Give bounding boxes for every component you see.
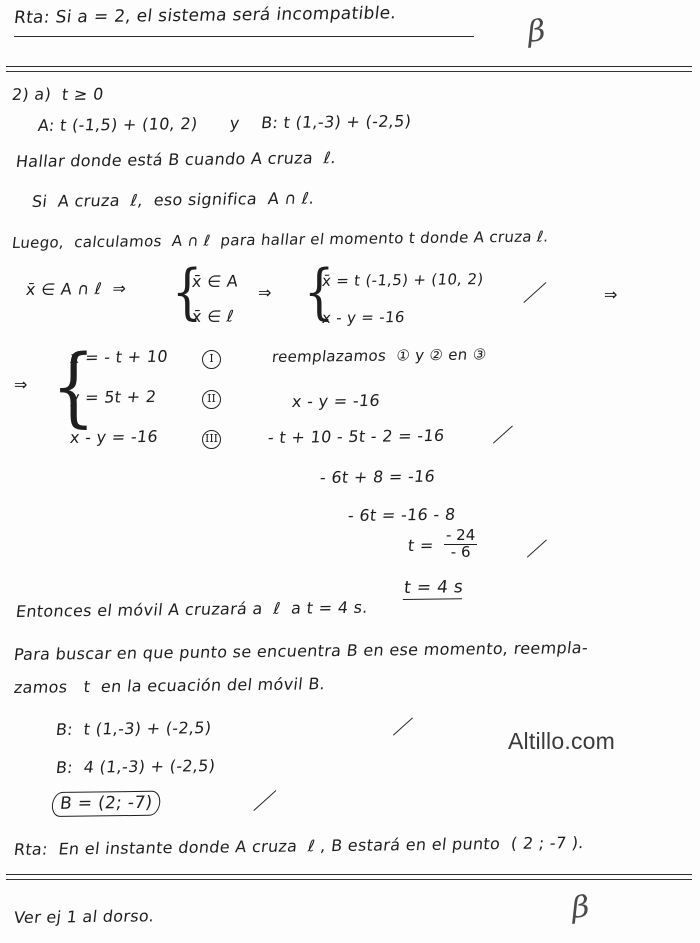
b-equation-2: B: 4 (1,-3) + (-2,5)	[54, 756, 217, 777]
separator-rule-1	[6, 66, 692, 67]
answer-bottom-text: Rta: En el instante donde A cruza ℓ , B estará en el punto ( 2 ; -7 ).	[12, 833, 585, 859]
brace1-line-2: x̄ ∈ ℓ	[190, 306, 235, 326]
system-eq-2: y = 5t + 2	[68, 386, 158, 407]
system-eq-2-number: II	[202, 390, 221, 409]
fraction-numerator: - 24	[446, 526, 476, 544]
pen-slash-3	[527, 539, 547, 557]
underline-answer-top	[14, 36, 474, 37]
signature-top-mark: β	[525, 13, 548, 50]
implies-right: ⇒	[604, 285, 618, 304]
implies-left-2: ⇒	[14, 375, 28, 394]
system-eq-1: x = - t + 10	[68, 346, 169, 367]
pen-slash-5	[253, 790, 276, 811]
pen-slash-4	[393, 717, 413, 735]
pen-slash-1	[523, 282, 546, 303]
system-eq-3: x - y = -16	[68, 426, 160, 447]
watermark-altillo: Altillo.com	[508, 728, 616, 754]
brace-1: {	[171, 257, 203, 327]
item-condition: t ≥ 0	[60, 84, 105, 104]
b-result-boxed: B = (2; -7)	[51, 791, 162, 817]
work-step-1: x - y = -16	[290, 390, 382, 411]
para-buscar-line-2: zamos t en la ecuación del móvil B.	[12, 674, 327, 697]
answer-top-text: Rta: Si a = 2, el sistema será incompatible.	[12, 3, 398, 28]
result-t-value: t = 4 s	[403, 577, 465, 598]
brace-2: {	[303, 257, 335, 327]
brace2-line-1: x̄ = t (-1,5) + (10, 2)	[321, 270, 485, 290]
footer-note: Ver ej 1 al dorso.	[12, 906, 156, 927]
work-step-2: - t + 10 - 5t - 2 = -16	[266, 425, 446, 447]
brace1-line-1: x̄ ∈ A	[190, 271, 240, 291]
b-equation-1: B: t (1,-3) + (-2,5)	[54, 718, 213, 739]
implies-middle: ⇒	[258, 283, 272, 302]
separator-rule-3	[6, 874, 692, 875]
work-step-4: - 6t = -16 - 8	[346, 504, 457, 525]
item-number: 2) a)	[10, 84, 53, 104]
question-line: Hallar donde está B cuando A cruza ℓ.	[14, 148, 338, 171]
if-crosses-line: Si A cruza ℓ, eso significa A ∩ ℓ.	[30, 188, 316, 211]
luego-line: Luego, calculamos A ∩ ℓ para hallar el momento t donde A cruza ℓ.	[11, 227, 550, 252]
pen-slash-2	[493, 425, 513, 443]
replacement-title: reemplazamos ① y ② en ③	[271, 345, 488, 366]
separator-rule-4	[6, 879, 692, 880]
signature-bottom-mark: β	[569, 889, 592, 926]
system-eq-3-number: III	[202, 430, 221, 449]
fraction-denominator: - 6	[450, 542, 471, 561]
trajectory-equations: A: t (-1,5) + (10, 2) y B: t (1,-3) + (-2,5)	[36, 111, 413, 135]
system-eq-1-number: I	[202, 350, 221, 369]
work-step-5-label: t =	[406, 535, 435, 555]
brace2-line-2: x - y = -16	[321, 307, 406, 327]
separator-rule-2	[6, 71, 692, 72]
entonces-line: Entonces el móvil A cruzará a ℓ a t = 4 s.	[14, 597, 369, 621]
para-buscar-line-1: Para buscar en que punto se encuentra B en ese momento, reempla-	[12, 637, 590, 664]
set-membership-left: x̄ ∈ A ∩ ℓ ⇒	[24, 278, 128, 299]
brace-3: {	[51, 337, 96, 437]
work-step-5-fraction	[444, 528, 477, 561]
work-step-3: - 6t + 8 = -16	[318, 466, 437, 487]
